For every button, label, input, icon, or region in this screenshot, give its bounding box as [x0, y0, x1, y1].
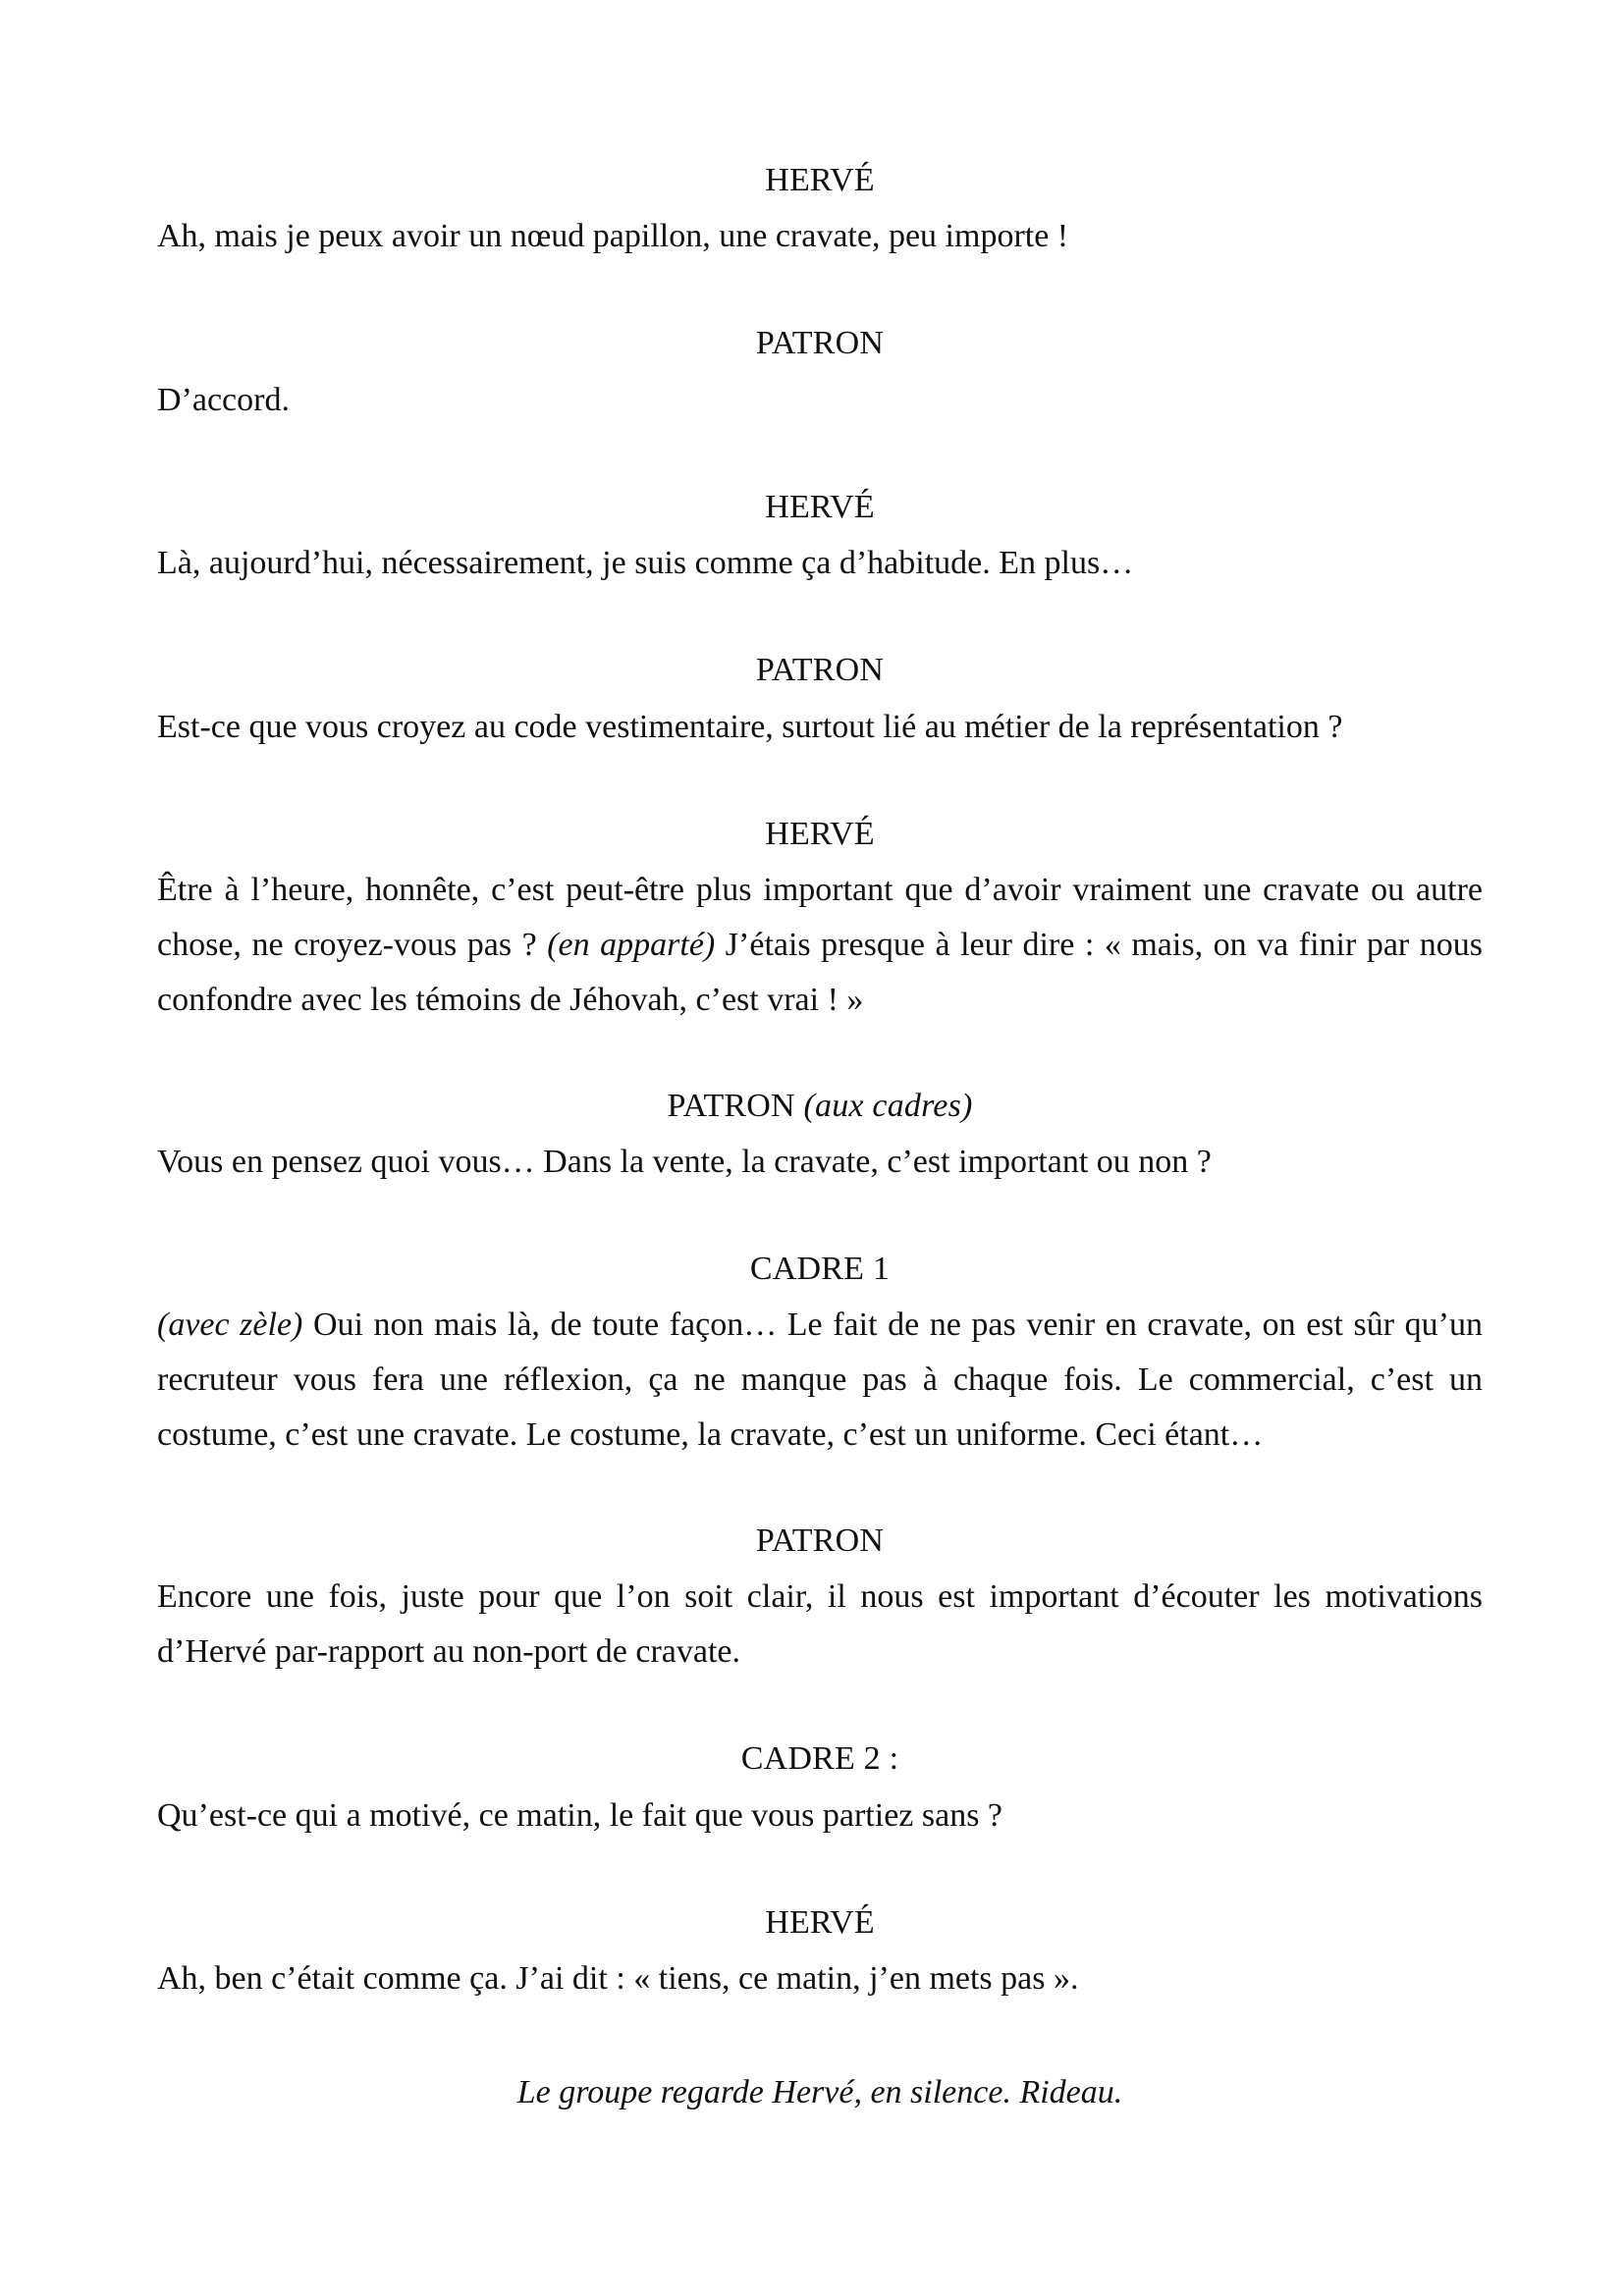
speaker-heading [157, 1085, 1483, 1128]
speaker-name: CADRE 1 [749, 1251, 891, 1287]
speaker-name: HERVÉ [765, 1904, 875, 1941]
dialogue-text: J’étais presque à leur dire : « mais, on va finir par nous confondre avec les témoins de Jéhovah, c’est vrai ! » [157, 927, 1483, 1018]
dialogue-line: D’accord. [157, 382, 290, 418]
dialogue-line: Est-ce que vous croyez au code vestimentaire, surtout lié au métier de la représentation ? [157, 709, 1343, 745]
stage-aside: (en apparté) [547, 927, 716, 963]
dialogue-line: Qu’est-ce qui a motivé, ce matin, le fait que vous partiez sans ? [157, 1797, 1003, 1834]
speaker-name: HERVÉ [765, 162, 875, 198]
dialogue-line: Vous en pensez quoi vous… Dans la vente, la cravate, c’est important ou non ? [157, 1144, 1212, 1180]
dialogue-paragraph: Encore une fois, juste pour que l’on soit clair, il nous est important d’écouter les motivations d’Hervé par-rapport au non-port de cravate. [157, 1578, 1483, 1670]
speaker-name: PATRON [667, 1088, 795, 1124]
speaker-name: HERVÉ [765, 489, 875, 525]
speaker-name: HERVÉ [765, 816, 875, 852]
dialogue-text: Être à l’heure, honnête, c’est peut-être plus important que d’avoir vraiment une cravate ou autre chose, ne croyez-vous pas ? [157, 872, 1483, 963]
dialogue-line: Là, aujourd’hui, nécessairement, je suis comme ça d’habitude. En plus… [157, 545, 1134, 581]
dialogue-line: Ah, mais je peux avoir un nœud papillon, une cravate, peu importe ! [157, 218, 1069, 254]
speaker-name: PATRON [755, 1522, 885, 1559]
dialogue-line: Ah, ben c’était comme ça. J’ai dit : « tiens, ce matin, j’en mets pas ». [157, 1960, 1079, 1997]
speaker-name: CADRE 2 : [740, 1740, 899, 1777]
final-stage-direction: Le groupe regarde Hervé, en silence. Rideau. [516, 2074, 1123, 2110]
speaker-name: PATRON [755, 325, 885, 361]
dialogue-text: Oui non mais là, de toute façon… Le fait de ne pas venir en cravate, on est sûr qu’un recruteur vous fera une réflexion, ça ne manque pas à chaque fois. Le commercial, c’est un costume, c’est une cravate. Le costume, la cravate, c’est un uniforme. Ceci étant… [157, 1307, 1483, 1453]
speaker-name: PATRON [755, 652, 885, 688]
stage-direction-inline: (avec zèle) [157, 1307, 303, 1343]
dialogue-paragraph [157, 1298, 1483, 1463]
dialogue-paragraph [157, 863, 1483, 1028]
speaker-direction: (aux cadres) [803, 1088, 973, 1124]
